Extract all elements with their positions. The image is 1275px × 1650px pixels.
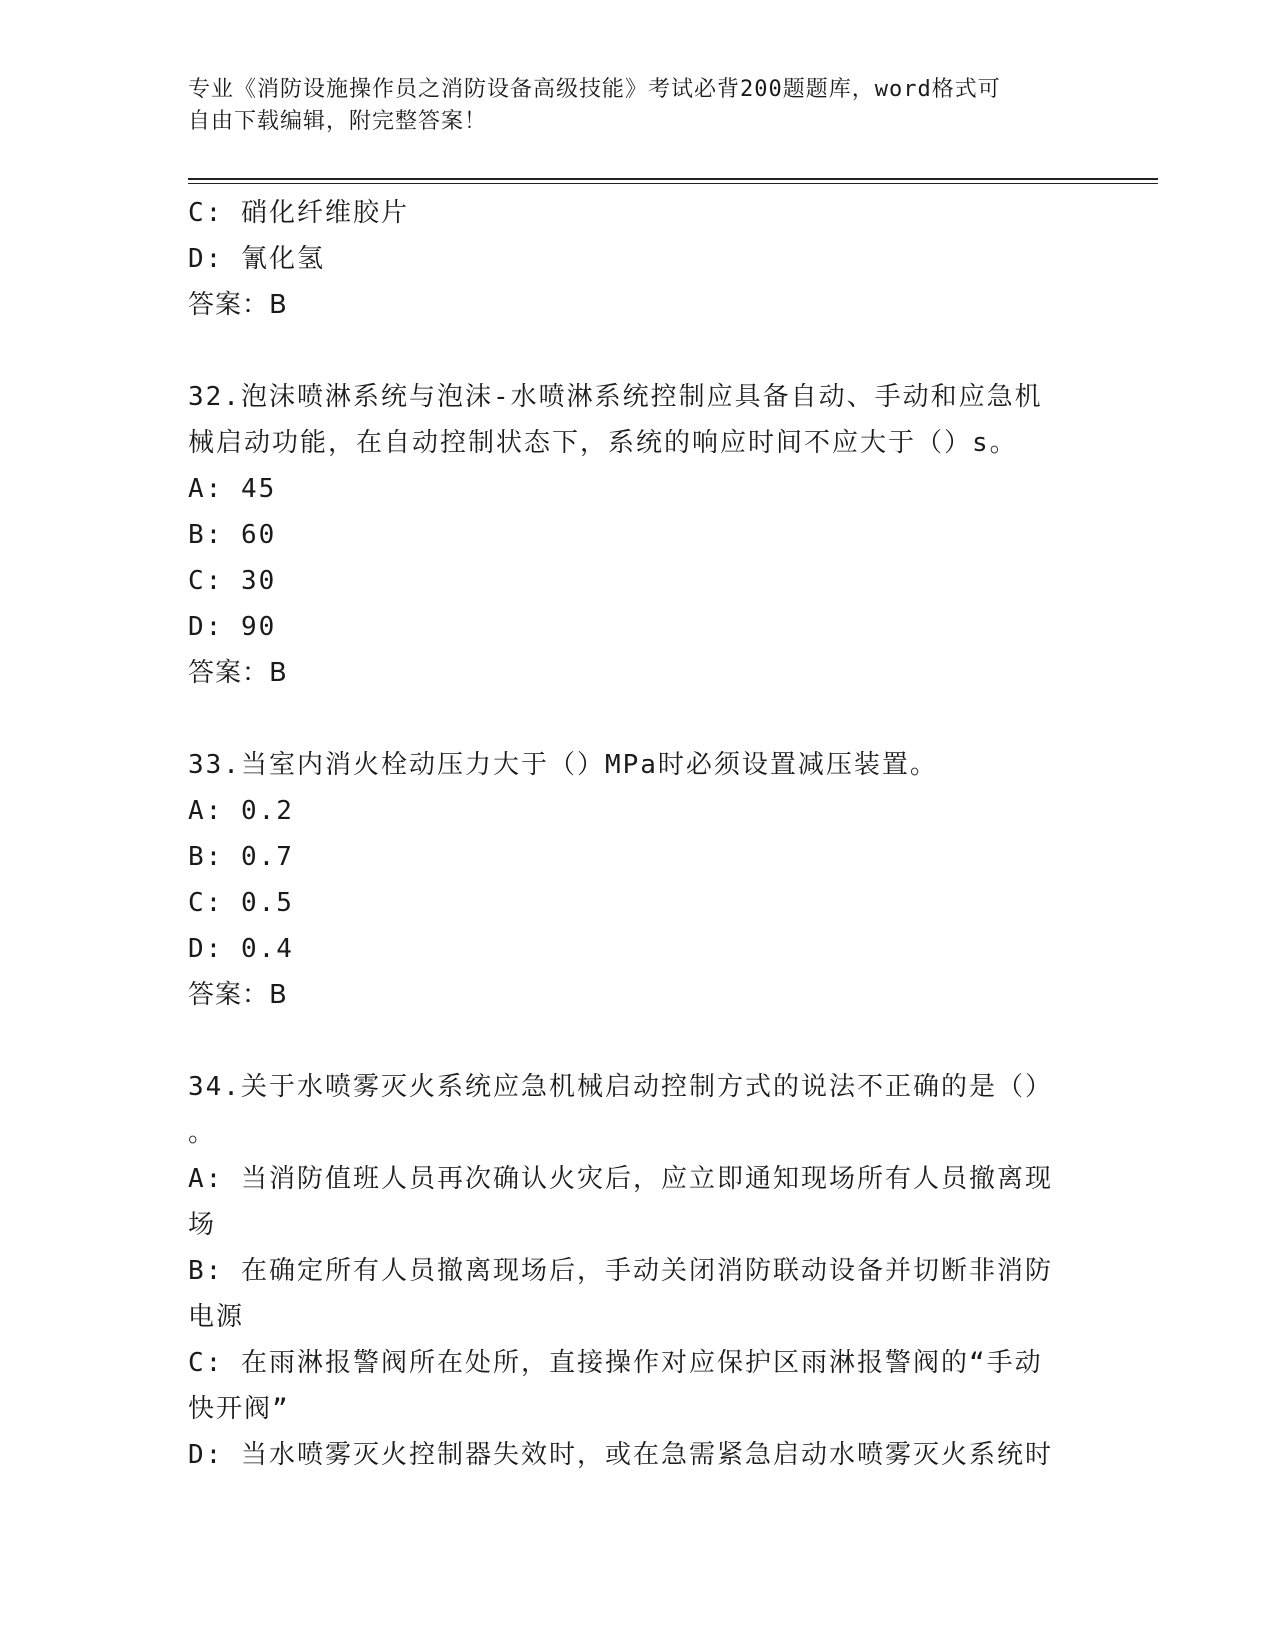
option-a-cont: 场 bbox=[188, 1210, 217, 1240]
option-d: D: 当水喷雾灭火控制器失效时，或在急需紧急启动水喷雾灭火系统时 bbox=[188, 1440, 1053, 1470]
option-a: A: 45 bbox=[188, 474, 277, 504]
question-34-stem-cont: 。 bbox=[188, 1118, 217, 1148]
option-c: C: 30 bbox=[188, 566, 277, 596]
question-34-stem: 34.关于水喷雾灭火系统应急机械启动控制方式的说法不正确的是（） bbox=[188, 1072, 1053, 1102]
spacer bbox=[188, 328, 1088, 374]
spacer bbox=[188, 1018, 1088, 1064]
option-d: D: 氰化氢 bbox=[188, 244, 325, 274]
question-33-stem: 33.当室内消火栓动压力大于（）MPa时必须设置减压装置。 bbox=[188, 750, 938, 780]
option-c: C: 0.5 bbox=[188, 888, 294, 918]
answer-line: 答案：B bbox=[188, 980, 288, 1010]
document-body bbox=[188, 190, 1088, 1478]
option-a: A: 0.2 bbox=[188, 796, 294, 826]
option-d: D: 0.4 bbox=[188, 934, 294, 964]
header-rule-thin bbox=[188, 183, 1158, 184]
option-b-cont: 电源 bbox=[188, 1302, 245, 1332]
question-32-stem-cont: 械启动功能，在自动控制状态下，系统的响应时间不应大于（）s。 bbox=[188, 428, 1018, 458]
option-b: B: 在确定所有人员撤离现场后，手动关闭消防联动设备并切断非消防 bbox=[188, 1256, 1053, 1286]
option-d: D: 90 bbox=[188, 612, 277, 642]
document-header bbox=[188, 74, 1068, 138]
header-line-2: 自由下载编辑，附完整答案！ bbox=[188, 109, 488, 134]
question-32-stem: 32.泡沫喷淋系统与泡沫-水喷淋系统控制应具备自动、手动和应急机 bbox=[188, 382, 1043, 412]
option-b: B: 0.7 bbox=[188, 842, 294, 872]
spacer bbox=[188, 696, 1088, 742]
header-rule-thick bbox=[188, 178, 1158, 180]
option-c: C: 硝化纤维胶片 bbox=[188, 198, 409, 228]
option-c: C: 在雨淋报警阀所在处所，直接操作对应保护区雨淋报警阀的“手动 bbox=[188, 1348, 1043, 1378]
option-c-cont: 快开阀” bbox=[188, 1394, 290, 1424]
option-a: A: 当消防值班人员再次确认火灾后，应立即通知现场所有人员撤离现 bbox=[188, 1164, 1053, 1194]
header-line-1: 专业《消防设施操作员之消防设备高级技能》考试必背200题题库，word格式可 bbox=[188, 77, 1001, 102]
answer-line: 答案：B bbox=[188, 290, 288, 320]
option-b: B: 60 bbox=[188, 520, 277, 550]
answer-line: 答案：B bbox=[188, 658, 288, 688]
